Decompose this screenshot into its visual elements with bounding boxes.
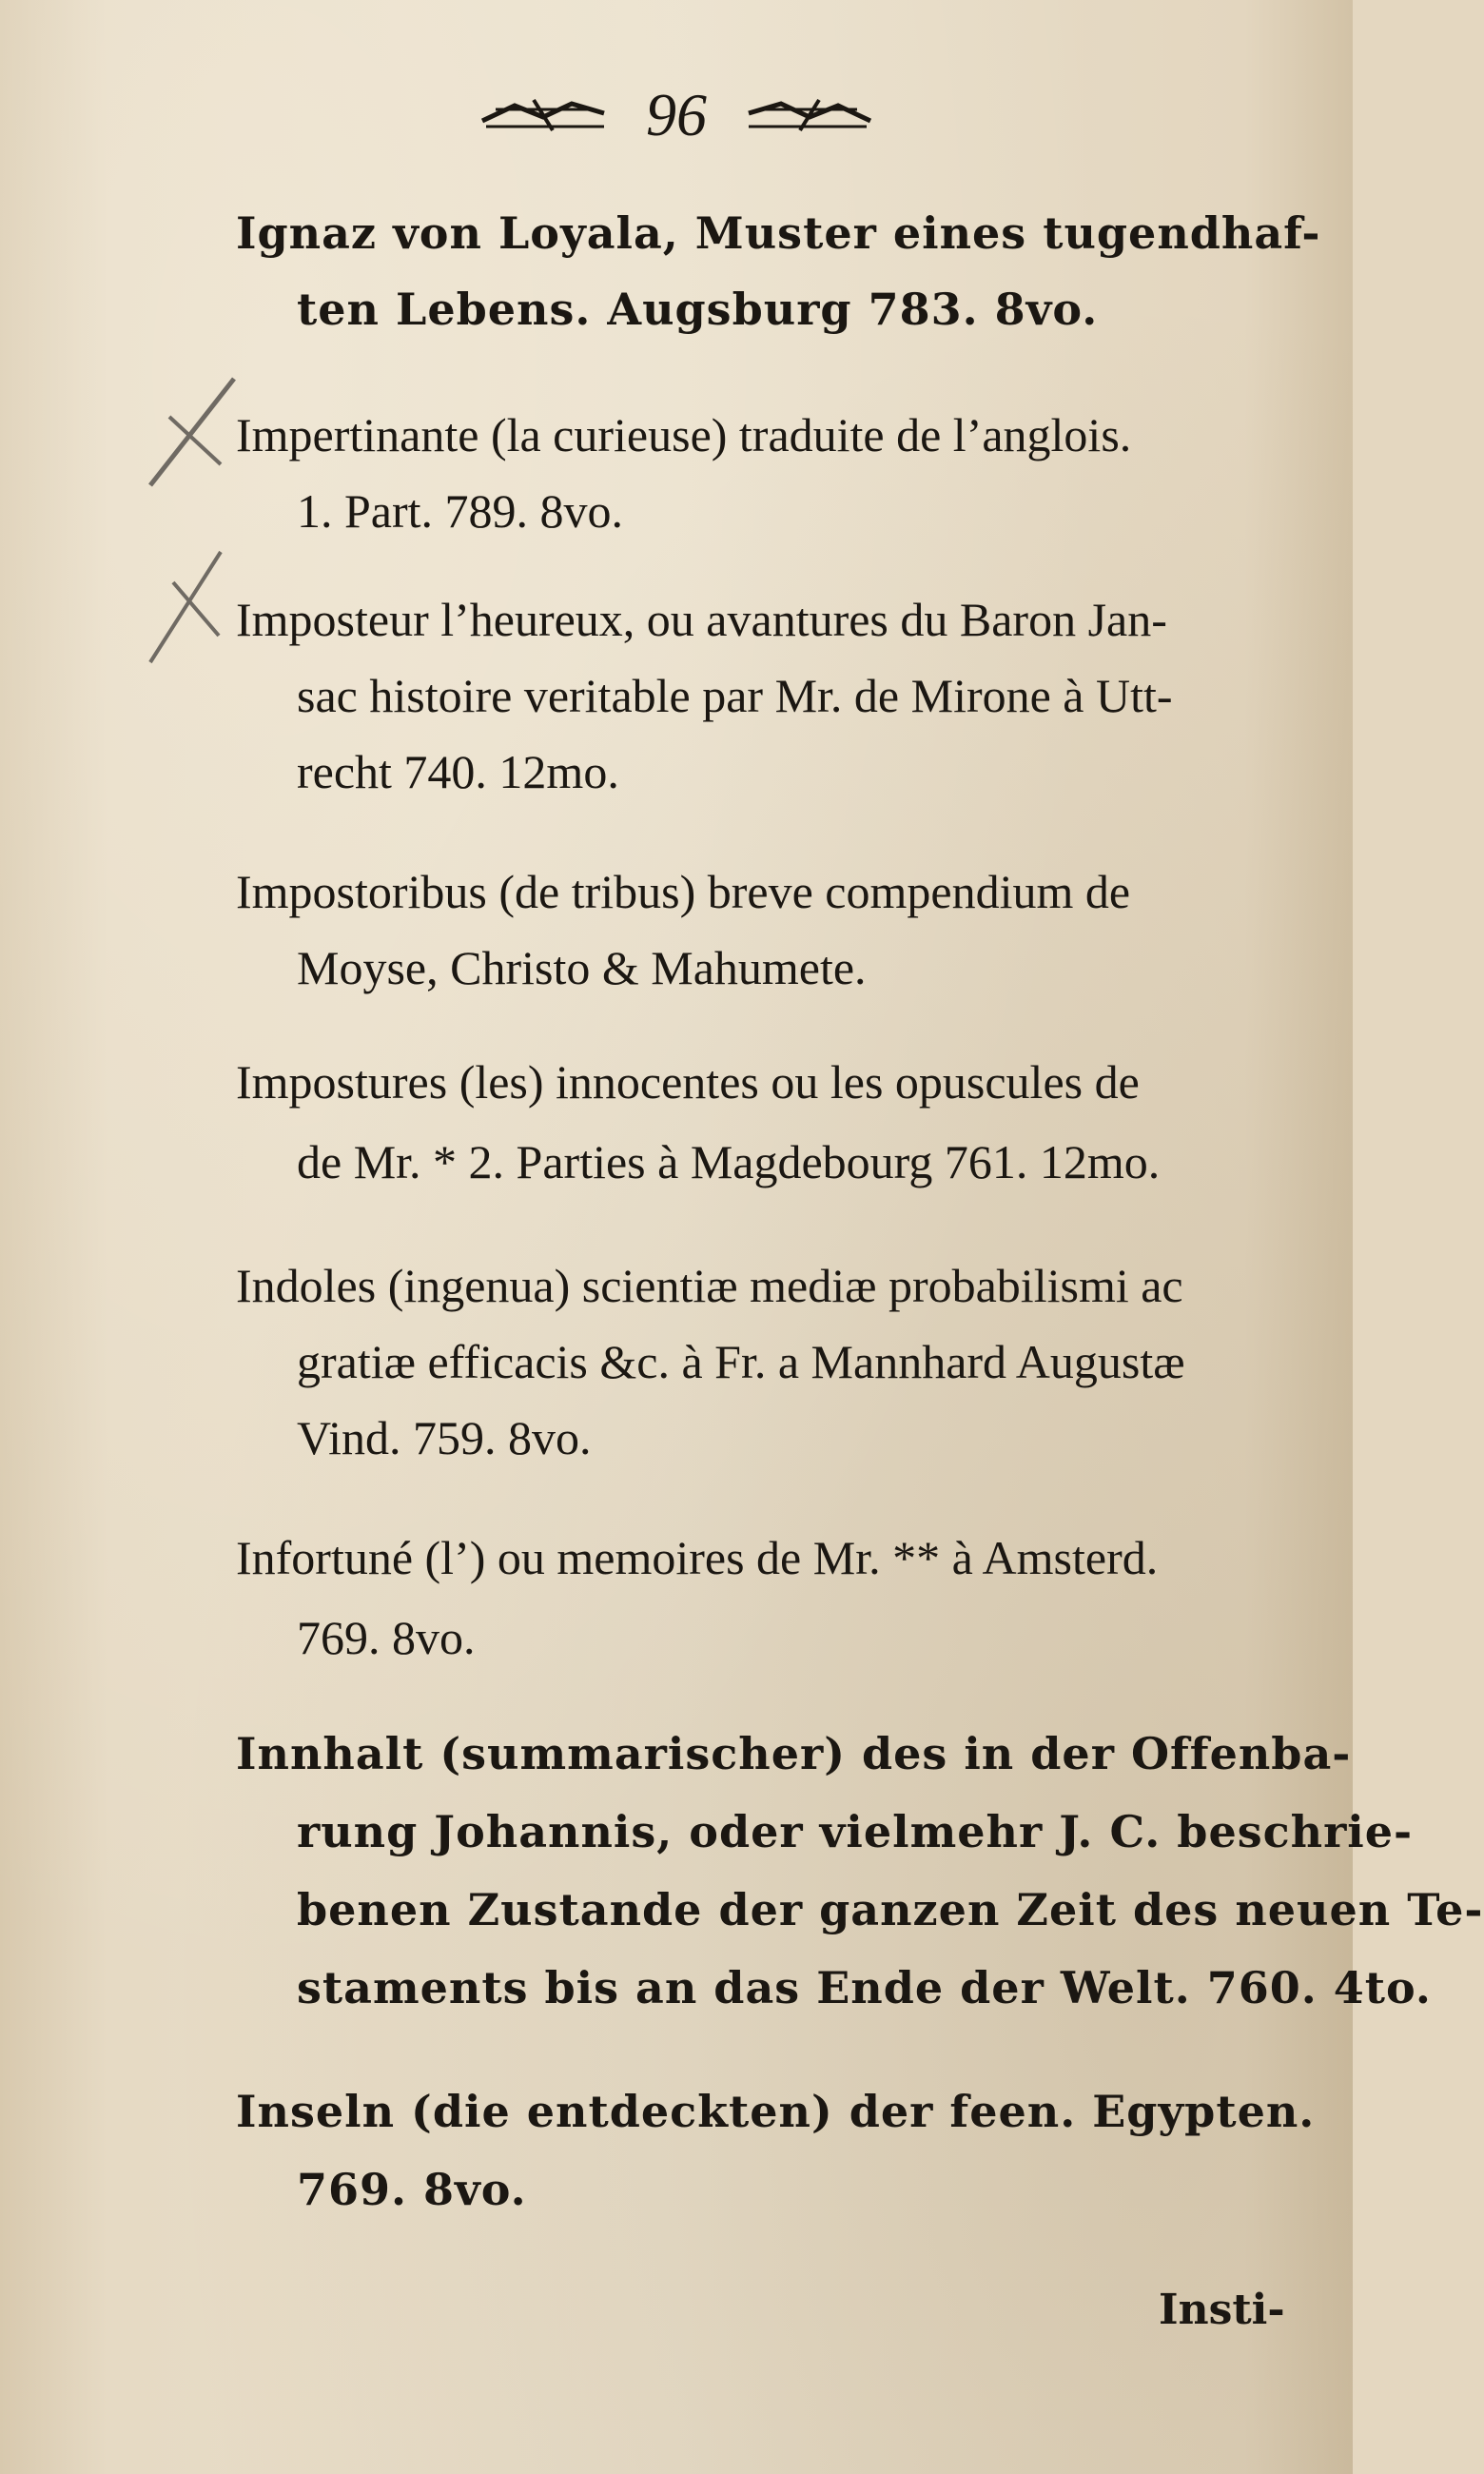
entry-line: ten Lebens. Augsburg 783. 8vo. (297, 284, 1099, 335)
entry-line: rung Johannis, oder vielmehr J. C. beschrie- (297, 1806, 1414, 1857)
catchword: Insti- (1159, 2286, 1285, 2334)
entry-line: 1. Part. 789. 8vo. (297, 484, 624, 538)
entry-line: Indoles (ingenua) scientiæ mediæ probabilismi ac (236, 1259, 1183, 1312)
entry-line: Impostoribus (de tribus) breve compendium de (236, 865, 1131, 918)
left-ornament-icon (477, 96, 610, 134)
entry-line: Vind. 759. 8vo. (297, 1411, 592, 1464)
right-ornament-icon (743, 96, 876, 134)
page-number: 96 (646, 81, 707, 149)
entry-line: de Mr. * 2. Parties à Magdebourg 761. 12mo. (297, 1135, 1161, 1188)
entry-line: Ignaz von Loyala, Muster eines tugendhaf- (236, 207, 1321, 259)
entry-line: staments bis an das Ende der Welt. 760. 4to. (297, 1962, 1432, 2013)
entry-line: Impostures (les) innocentes ou les opuscules de (236, 1055, 1140, 1109)
entry-line: 769. 8vo. (297, 1611, 476, 1664)
entry-line: Imposteur l’heureux, ou avantures du Baron Jan- (236, 593, 1167, 646)
pencil-cross-mark-icon (145, 544, 240, 668)
entry-line: Impertinante (la curieuse) traduite de l’anglois. (236, 408, 1132, 461)
entry-line: Inseln (die entdeckten) der feen. Egypten. (236, 2086, 1316, 2137)
entry-line: Innhalt (summarischer) des in der Offenba- (236, 1728, 1352, 1779)
entry-line: benen Zustande der ganzen Zeit des neuen Te- (297, 1884, 1484, 1935)
pencil-cross-mark-icon (143, 369, 247, 493)
entry-line: Infortuné (l’) ou memoires de Mr. ** à Amsterd. (236, 1531, 1159, 1584)
page-header (0, 74, 1353, 150)
entry-line: sac histoire veritable par Mr. de Mirone à Utt- (297, 669, 1173, 722)
entry-line: gratiæ efficacis &c. à Fr. a Mannhard Augustæ (297, 1335, 1185, 1388)
entry-line: Moyse, Christo & Mahumete. (297, 941, 867, 994)
entry-line: recht 740. 12mo. (297, 745, 619, 798)
entry-line: 769. 8vo. (297, 2164, 527, 2215)
